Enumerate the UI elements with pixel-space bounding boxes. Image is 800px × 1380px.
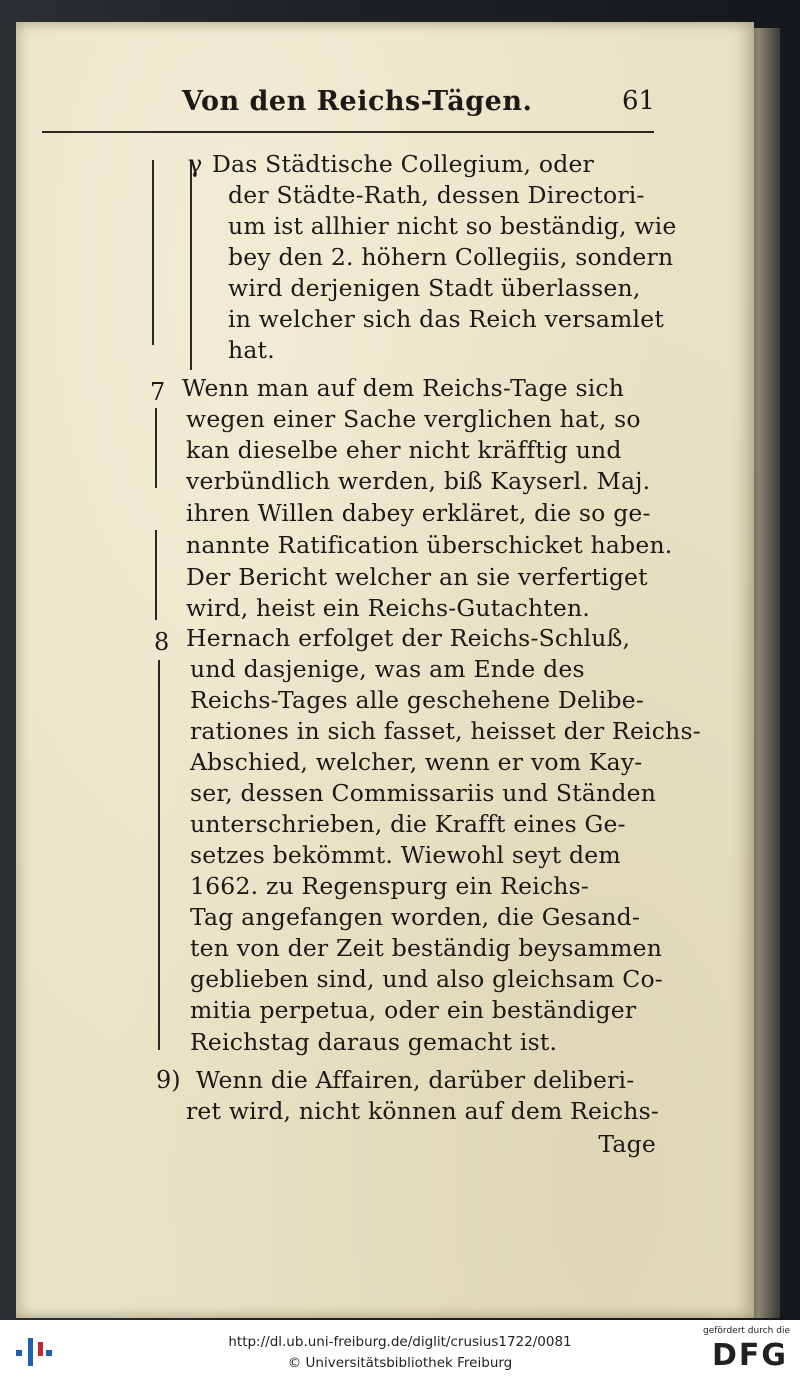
text-line: unterschrieben, die Krafft eines Ge- <box>190 810 626 838</box>
text-line: 1662. zu Regenspurg ein Reichs- <box>190 872 590 900</box>
text-line: Reichs-Tages alle geschehene Delibe- <box>190 686 644 714</box>
catchword: Tage <box>598 1130 656 1158</box>
text-line: ret wird, nicht können auf dem Reichs- <box>186 1097 659 1125</box>
page-edge <box>750 28 780 1318</box>
text-line: Das Städtische Collegium, oder <box>212 150 594 178</box>
text-line: wird, heist ein Reichs-Gutachten. <box>186 594 591 622</box>
text-line: Der Bericht welcher an sie verfertiget <box>186 563 648 591</box>
text-line: hat. <box>228 336 275 364</box>
text-line: wegen einer Sache verglichen hat, so <box>186 405 641 433</box>
text-line: Abschied, welcher, wenn er vom Kay- <box>190 748 643 776</box>
text-line: Wenn man auf dem Reichs-Tage sich <box>182 374 625 402</box>
viewer-footer <box>0 1320 800 1380</box>
dfg-logo: DFG <box>711 1338 788 1373</box>
text-line: ten von der Zeit beständig beysammen <box>190 934 663 962</box>
text-line: Reichstag daraus gemacht ist. <box>190 1028 558 1056</box>
text-line: nannte Ratification überschicket haben. <box>186 531 673 559</box>
text-line: ihren Willen dabey erkläret, die so ge- <box>186 499 651 527</box>
text-line: geblieben sind, und also gleichsam Co- <box>190 965 663 993</box>
text-line: verbündlich werden, biß Kayserl. Maj. <box>186 467 651 495</box>
funding-note: gefördert durch die <box>703 1326 790 1336</box>
paragraph-marker: 8 <box>154 628 170 656</box>
text-line: setzes bekömmt. Wiewohl seyt dem <box>190 841 621 869</box>
margin-bar <box>155 530 157 620</box>
text-line: und dasjenige, was am Ende des <box>190 655 585 683</box>
text-line: wird derjenigen Stadt überlassen, <box>228 274 641 302</box>
text-line: Tag angefangen worden, die Gesand- <box>190 903 640 931</box>
paragraph-marker: 9) <box>156 1066 181 1094</box>
copyright-notice: © Universitätsbibliothek Freiburg <box>287 1355 513 1371</box>
text-line: rationes in sich fasset, heisset der Reichs- <box>190 717 701 745</box>
paragraph-marker: γ <box>188 150 203 178</box>
text-line: kan dieselbe eher nicht kräfftig und <box>186 436 622 464</box>
text-line: der Städte-Rath, dessen Directori- <box>228 181 645 209</box>
text-line: bey den 2. höhern Collegiis, sondern <box>228 243 674 271</box>
margin-bar <box>152 160 154 345</box>
margin-bar <box>190 160 192 370</box>
text-line: um ist allhier nicht so beständig, wie <box>228 212 677 240</box>
margin-bar <box>158 660 160 1050</box>
margin-bar <box>155 408 157 488</box>
paragraph-marker: 7 <box>150 378 166 406</box>
text-line: Wenn die Affairen, darüber deliberi- <box>196 1066 635 1094</box>
page-number: 61 <box>622 86 656 116</box>
text-line: mitia perpetua, oder ein beständiger <box>190 996 637 1024</box>
running-title: Von den Reichs-Tägen. <box>182 86 533 117</box>
text-line: Hernach erfolget der Reichs-Schluß, <box>186 624 631 652</box>
source-url[interactable]: http://dl.ub.uni-freiburg.de/diglit/crusius1722/0081 <box>228 1334 572 1350</box>
text-line: in welcher sich das Reich versamlet <box>228 305 665 333</box>
text-line: ser, dessen Commissariis und Ständen <box>190 779 657 807</box>
header-rule <box>42 131 654 133</box>
